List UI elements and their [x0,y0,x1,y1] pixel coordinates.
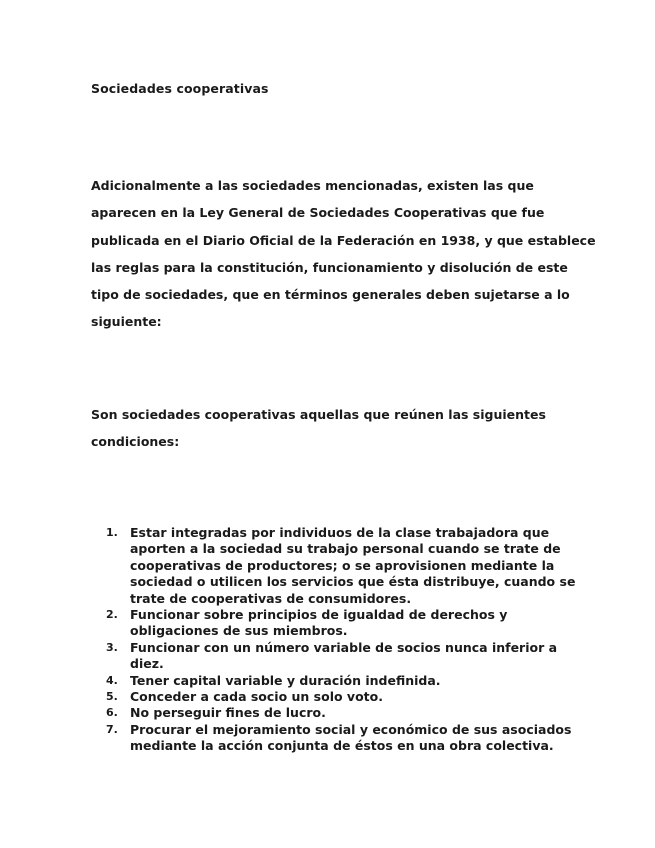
list-item-line: Estar integradas por individuos de la clase trabajadora que [130,525,550,540]
intro-line: publicada en el Diario Oficial de la Federación en 1938, y que establece [91,232,596,248]
list-number: 2. [106,608,118,622]
list-item [106,689,576,705]
list-number: 3. [106,640,118,654]
list-number: 1. [106,526,118,539]
list-item-line: Funcionar sobre principios de igualdad de derechos y [130,607,508,623]
list-item-line: Funcionar con un número variable de socios nunca inferior a [130,639,558,655]
list-item-line: trate de cooperativas de consumidores. [130,590,412,606]
list-item-line: diez. [130,656,164,672]
intro-line: tipo de sociedades, que en términos generales deben sujetarse a lo [91,287,570,303]
intro-paragraph [91,172,596,336]
list-item-line: aporten a la sociedad su trabajo personal cuando se trate de [130,541,561,557]
list-item [106,607,576,640]
intro-line: aparecen en la Ley General de Sociedades Cooperativas que fue [91,205,545,221]
conditions-line: Son sociedades cooperativas aquellas que reúnen las siguientes [91,407,546,422]
list-number: 6. [106,706,118,720]
list-item-line: obligaciones de sus miembros. [130,623,348,639]
conditions-paragraph [91,401,571,456]
document-title: Sociedades cooperativas [91,81,269,96]
list-item [106,722,576,755]
list-item-line: Procurar el mejoramiento social y económico de sus asociados [130,721,572,737]
list-number: 4. [106,673,118,687]
list-item-line: Conceder a cada socio un solo voto. [130,689,383,705]
list-item-line: cooperativas de productores; o se aprovisionen mediante la [130,557,555,573]
list-number: 5. [106,690,118,704]
list-item-line: sociedad o utilicen los servicios que ésta distribuye, cuando se [130,574,576,590]
conditions-line: condiciones: [91,434,180,450]
list-item [106,640,576,673]
list-item-line: mediante la acción conjunta de éstos en una obra colectiva. [130,738,554,754]
list-item-line: Tener capital variable y duración indefinida. [130,672,441,688]
list-item [106,673,576,689]
list-number: 7. [106,722,118,736]
intro-line: siguiente: [91,314,162,330]
intro-line: Adicionalmente a las sociedades mencionadas, existen las que [91,178,534,193]
list-item-line: No perseguir fines de lucro. [130,705,326,721]
intro-line: las reglas para la constitución, funcionamiento y disolución de este [91,259,568,275]
list-item [106,525,576,607]
list-item [106,705,576,721]
conditions-list [106,525,576,755]
